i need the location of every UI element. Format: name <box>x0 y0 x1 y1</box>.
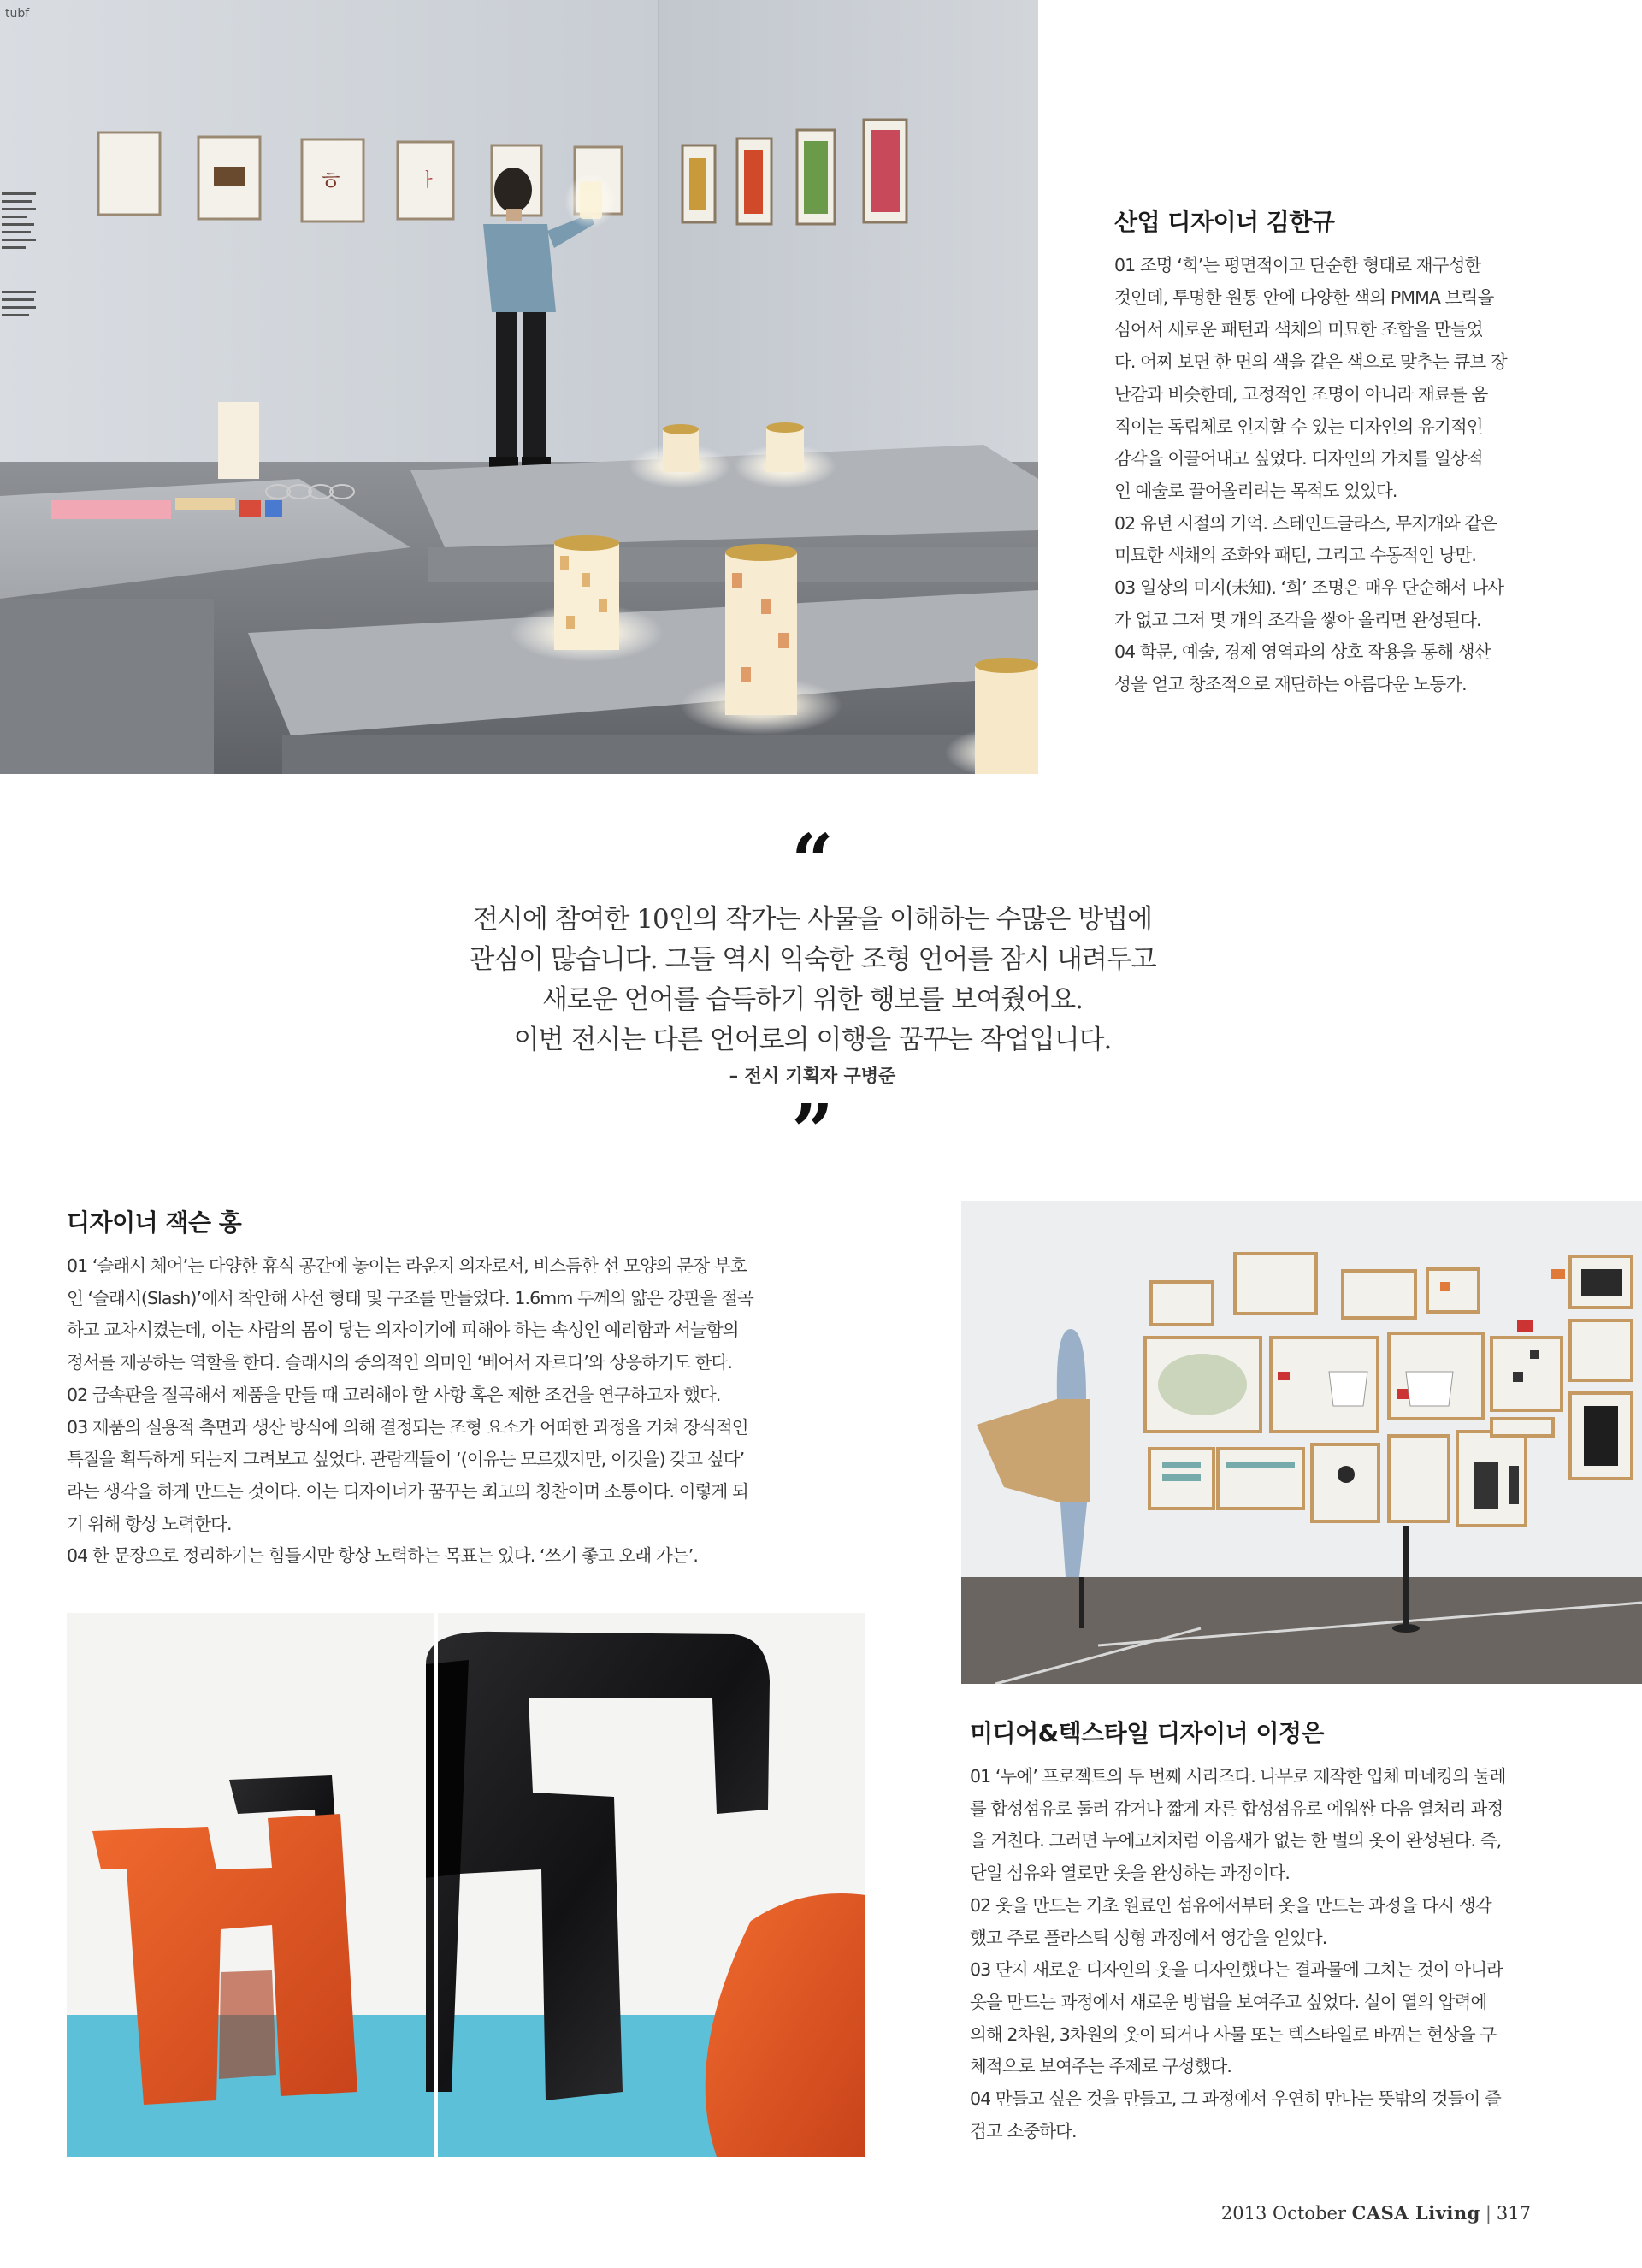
text-line: 인 ‘슬래시(Slash)’에서 착안해 사선 형태 및 구조를 만들었다. 1.6mm 두께의 얇은 강판을 절곡 <box>67 1287 753 1308</box>
text-line: 04 한 문장으로 정리하기는 힘들지만 항상 노력하는 목표는 있다. ‘쓰기 좋고 오래 가는’. <box>67 1545 698 1567</box>
text-line: 03 단지 새로운 디자인의 옷을 디자인했다는 결과물에 그치는 것이 아니라 <box>970 1959 1503 1981</box>
text-line: 심어서 새로운 패턴과 색채의 미묘한 조합을 만들었 <box>1114 319 1483 340</box>
text-line: 체적으로 보여주는 주제로 구성했다. <box>970 2056 1232 2077</box>
page-number: 317 <box>1496 2203 1531 2224</box>
svg-text:ㅎ: ㅎ <box>318 167 343 197</box>
text-line: 03 일상의 미지(未知). ‘희’ 조명은 매우 단순해서 나사 <box>1114 577 1504 599</box>
quote-line: 관심이 많습니다. 그들 역시 익숙한 조형 언어를 잠시 내려두고 <box>469 944 1156 975</box>
text-line: 02 옷을 만드는 기초 원료인 섬유에서부터 옷을 만드는 과정을 다시 생각 <box>970 1894 1491 1916</box>
issue-date: 2013 October <box>1220 2203 1346 2224</box>
text-line: 하고 교차시켰는데, 이는 사람의 몸이 닿는 의자이기에 피해야 하는 속성인 예리함과 서늘함의 <box>67 1320 739 1341</box>
text-line: 01 ‘슬래시 체어’는 다양한 휴식 공간에 놓이는 라운지 의자로서, 비스듬한 선 모양의 문장 부호 <box>67 1255 747 1276</box>
text-line: 의해 2차원, 3차원의 옷이 되거나 사물 또는 텍스타일로 바뀌는 현상을 구 <box>970 2023 1497 2045</box>
text-line: 옷을 만드는 과정에서 새로운 방법을 보여주고 싶었다. 실이 열의 압력에 <box>970 1991 1487 2012</box>
watermark: tubf <box>5 7 30 21</box>
text-line: 인 예술로 끌어올리려는 목적도 있었다. <box>1114 480 1397 501</box>
designer-paragraph <box>67 1250 819 1573</box>
text-line: 다. 어찌 보면 한 면의 색을 같은 색으로 맞추는 큐브 장 <box>1114 351 1507 373</box>
text-line: 미묘한 색채의 조화와 패턴, 그리고 수동적인 낭만. <box>1114 545 1476 566</box>
designer-block-kim <box>1114 204 1627 701</box>
text-line: 를 합성섬유로 둘러 감거나 짧게 자른 합성섬유로 에워싼 다음 열처리 과정 <box>970 1798 1503 1819</box>
textile-exhibit-photo <box>961 1201 1642 1684</box>
quote-credit: – 전시 기획자 구병준 <box>729 1066 896 1086</box>
text-line: 01 ‘누에’ 프로젝트의 두 번째 시리즈다. 나무로 제작한 입체 마네킹의 둘레 <box>970 1766 1506 1787</box>
text-line: 정서를 제공하는 역할을 한다. 슬래시의 중의적인 의미인 ‘베어서 자르다’와 상응하기도 한다. <box>67 1352 733 1373</box>
text-line: 난감과 비슷한데, 고정적인 조명이 아니라 재료를 움 <box>1114 383 1488 405</box>
text-line: 01 조명 ‘희’는 평면적이고 단순한 형태로 재구성한 <box>1114 255 1481 275</box>
magazine-name: CASA Living <box>1351 2202 1480 2224</box>
text-line: 했고 주로 플라스틱 성형 과정에서 영감을 얻었다. <box>970 1927 1327 1948</box>
footer-separator: | <box>1485 2203 1491 2224</box>
text-line: 직이는 독립체로 인지할 수 있는 디자인의 유기적인 <box>1114 416 1483 437</box>
svg-text:ㅏ: ㅏ <box>419 170 438 192</box>
text-line: 감각을 이끌어내고 싶었다. 디자인의 가치를 일상적 <box>1114 448 1483 470</box>
text-line: 겁고 소중하다. <box>970 2120 1077 2141</box>
text-line: 성을 얻고 창조적으로 재단하는 아름다운 노동가. <box>1114 674 1467 695</box>
quote-line: 전시에 참여한 10인의 작가는 사물을 이해하는 수많은 방법에 <box>472 904 1153 935</box>
designer-heading: 미디어&텍스타일 디자이너 이정은 <box>970 1719 1325 1747</box>
quote-text <box>428 900 1197 1060</box>
open-quote-mark: “ <box>791 818 834 905</box>
pull-quote <box>428 818 1197 1175</box>
designer-paragraph <box>970 1761 1620 2147</box>
text-line: 04 학문, 예술, 경제 영역과의 상호 작용을 통해 생산 <box>1114 641 1491 663</box>
text-line: 02 유년 시절의 기억. 스테인드글라스, 무지개와 같은 <box>1114 512 1497 534</box>
slash-chair-photo <box>67 1613 865 2157</box>
text-line: 기 위해 항상 노력한다. <box>67 1513 232 1534</box>
text-line: 단일 섬유와 열로만 옷을 완성하는 과정이다. <box>970 1863 1290 1884</box>
page-footer <box>1221 2202 1531 2224</box>
text-line: 04 만들고 싶은 것을 만들고, 그 과정에서 우연히 만나는 뜻밖의 것들이 즐 <box>970 2088 1501 2110</box>
text-line: 가 없고 그저 몇 개의 조각을 쌓아 올리면 완성된다. <box>1114 609 1481 630</box>
gallery-photo <box>0 0 1038 774</box>
text-line: 을 거친다. 그러면 누에고치처럼 이음새가 없는 한 벌의 옷이 완성된다. 즉, <box>970 1830 1502 1852</box>
text-line: 02 금속판을 절곡해서 제품을 만들 때 고려해야 할 사항 혹은 제한 조건을 연구하고자 했다. <box>67 1384 721 1405</box>
quote-line: 새로운 언어를 습득하기 위한 행보를 보여줬어요. <box>541 984 1084 1015</box>
text-line: 라는 생각을 하게 만드는 것이다. 이는 디자이너가 꿈꾸는 최고의 칭찬이며 소통이다. 이렇게 되 <box>67 1480 748 1502</box>
text-line: 특질을 획득하게 되는지 그려보고 싶었다. 관람객들이 ‘(이유는 모르겠지만, 이것을) 갖고 싶다’ <box>67 1449 745 1470</box>
text-line: 03 제품의 실용적 측면과 생산 방식에 의해 결정되는 조형 요소가 어떠한 과정을 거쳐 장식적인 <box>67 1416 748 1438</box>
designer-block-jaxon <box>67 1204 819 1573</box>
text-line: 것인데, 투명한 원통 안에 다양한 색의 PMMA 브릭을 <box>1114 286 1494 308</box>
designer-heading: 디자이너 잭슨 홍 <box>67 1208 242 1237</box>
designer-paragraph <box>1114 250 1627 701</box>
quote-line: 이번 전시는 다른 언어로의 이행을 꿈꾸는 작업입니다. <box>513 1025 1112 1055</box>
designer-block-lee <box>970 1715 1620 2147</box>
close-quote-mark: ” <box>791 1089 834 1175</box>
designer-heading: 산업 디자이너 김한규 <box>1114 208 1335 236</box>
